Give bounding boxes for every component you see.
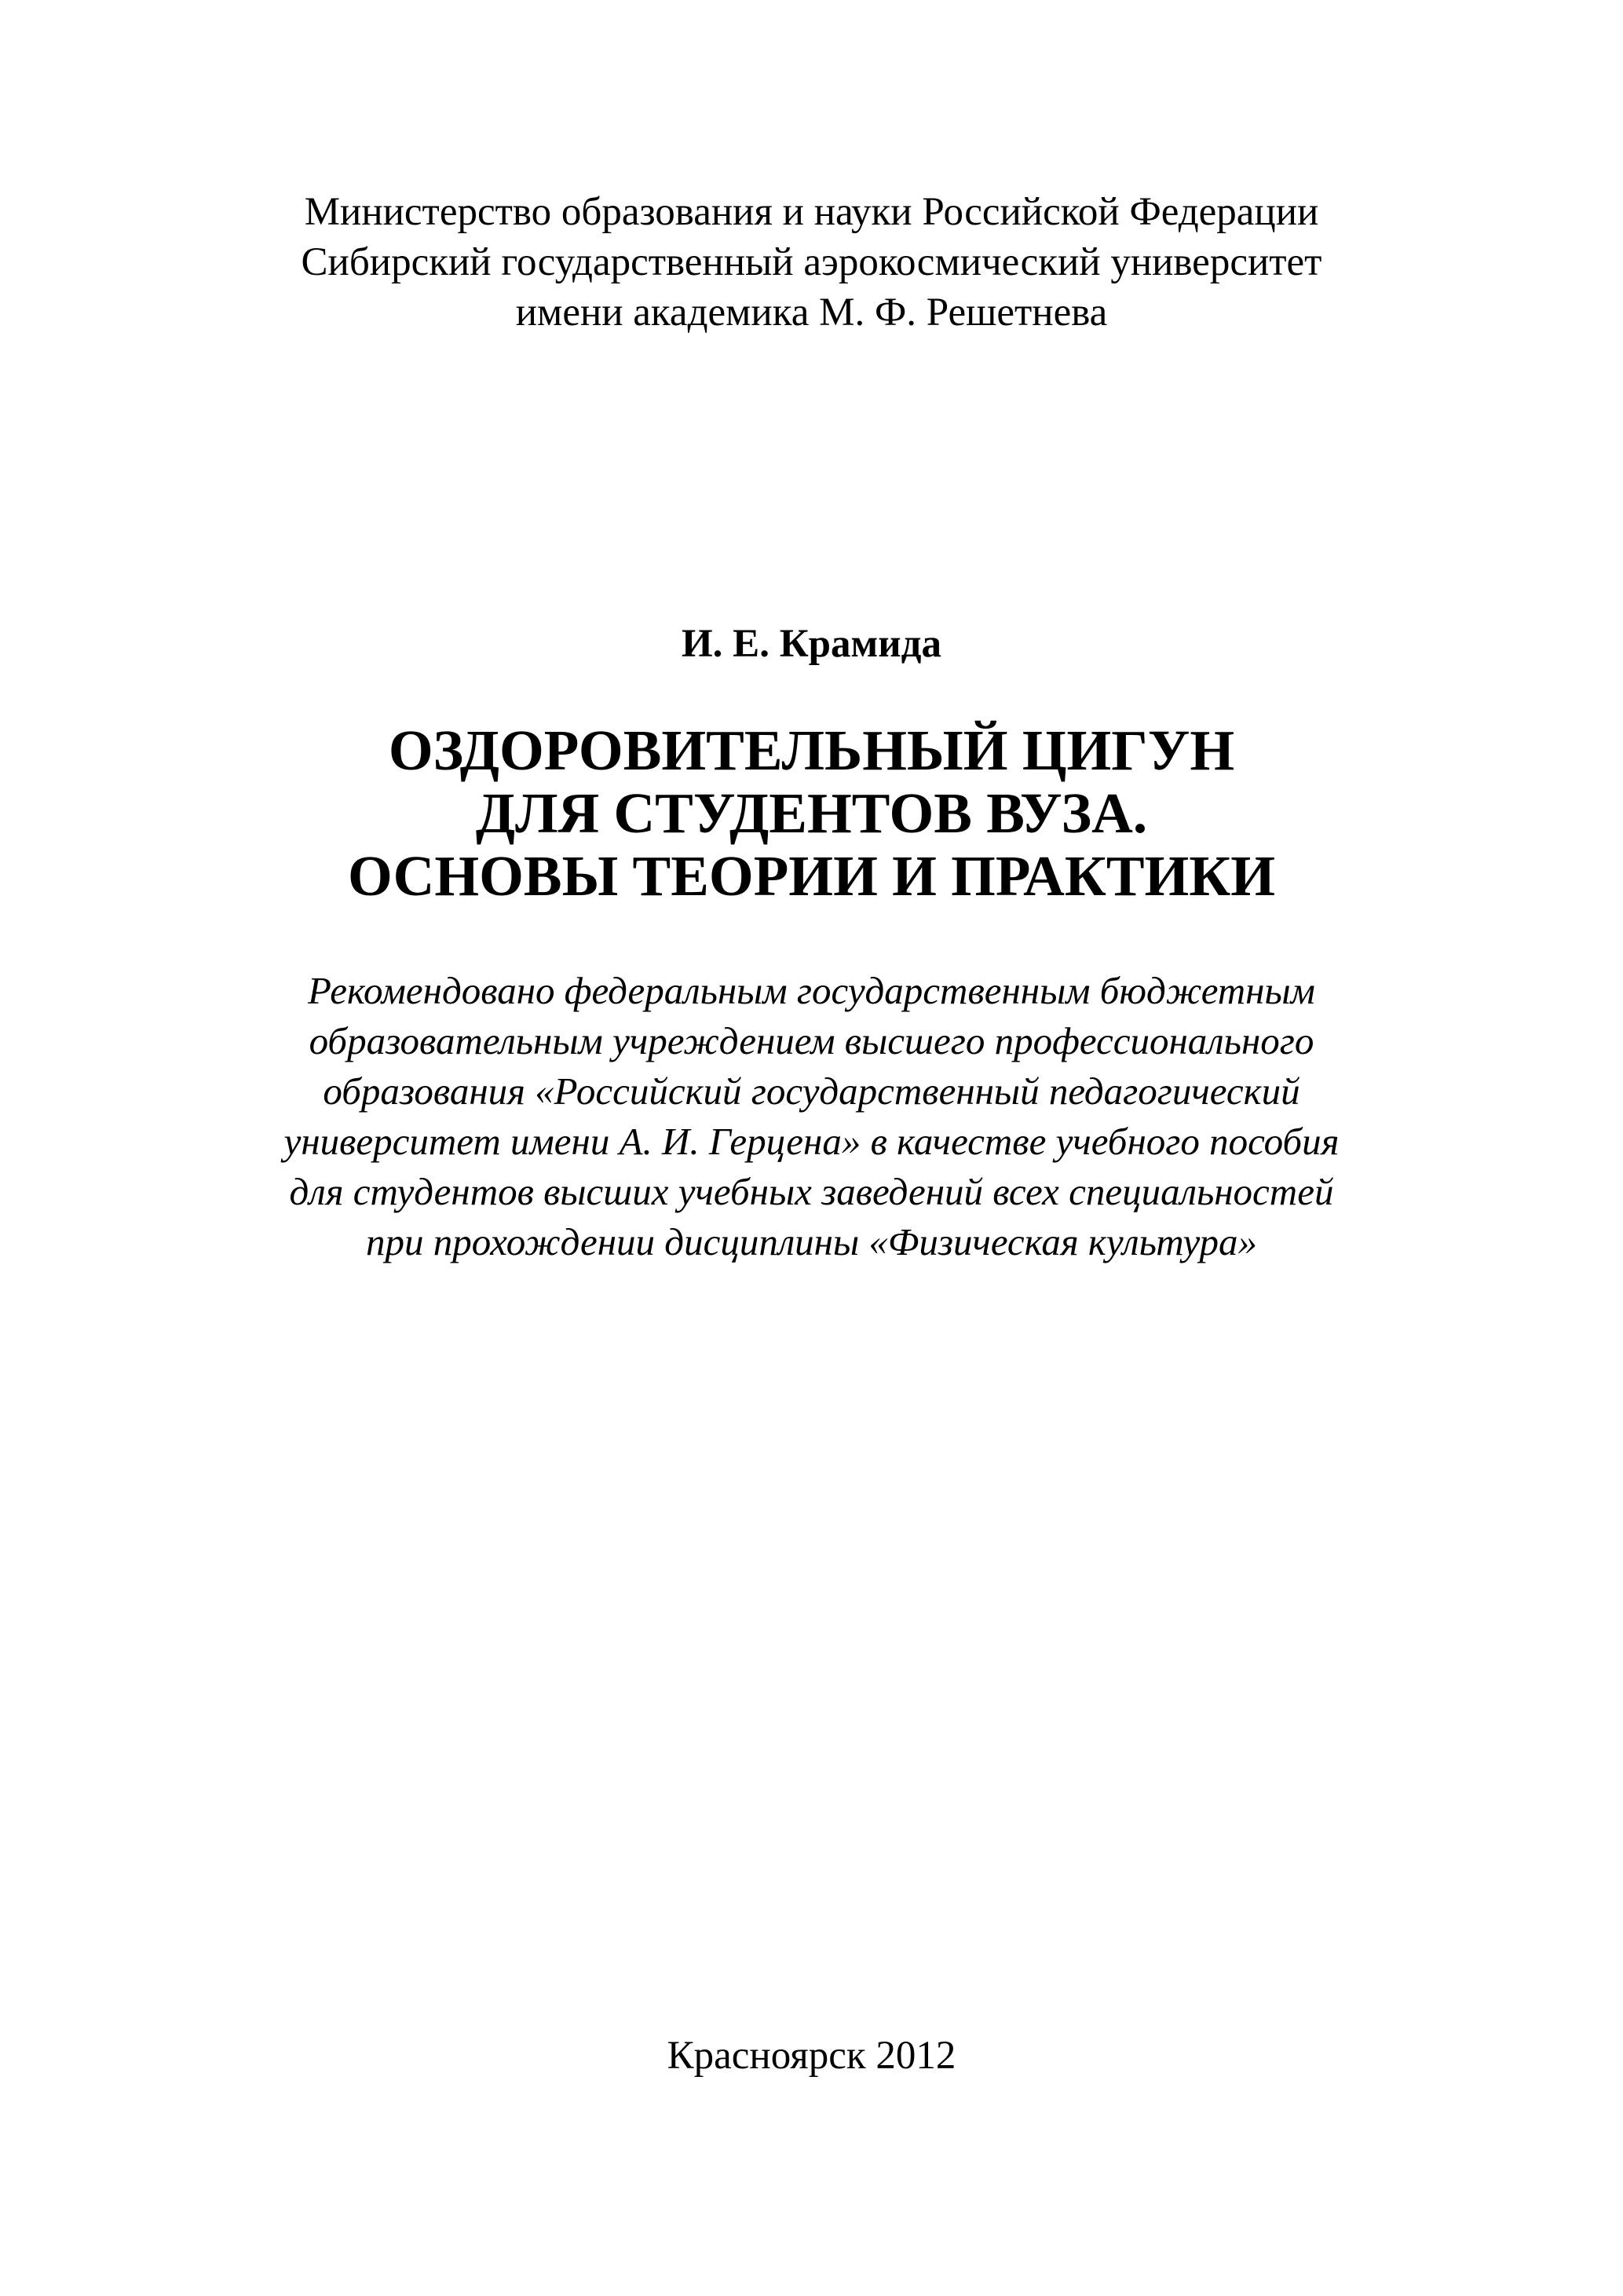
city-year-imprint: Красноярск 2012 — [667, 2034, 956, 2078]
author-name: И. Е. Крамида — [682, 622, 941, 666]
header-line-university: Сибирский государственный аэрокосмический университет — [301, 240, 1322, 284]
title-line-3: ОСНОВЫ ТЕОРИИ И ПРАКТИКИ — [347, 844, 1276, 908]
institution-header — [0, 187, 1623, 338]
recommendation-line-6: при прохождении дисциплины «Физическая культура» — [365, 1220, 1258, 1263]
recommendation-line-5: для студентов высших учебных заведений всех специальностей — [289, 1170, 1334, 1213]
book-title — [0, 719, 1623, 908]
recommendation-line-4: университет имени А. И. Герцена» в качестве учебного пособия — [283, 1120, 1340, 1163]
header-line-named-after: имени академика М. Ф. Решетнева — [515, 291, 1108, 335]
recommendation-line-1: Рекомендовано федеральным государственным бюджетным — [308, 969, 1315, 1012]
recommendation-line-3: образования «Российский государственный педагогический — [323, 1069, 1300, 1113]
recommendation-line-2: образовательным учреждением высшего профессионального — [309, 1019, 1314, 1062]
title-line-1: ОЗДОРОВИТЕЛЬНЫЙ ЦИГУН — [388, 718, 1235, 782]
header-line-ministry: Министерство образования и науки Российской Федерации — [304, 190, 1319, 234]
title-line-2: ДЛЯ СТУДЕНТОВ ВУЗА. — [475, 781, 1148, 845]
recommendation-note — [0, 966, 1623, 1267]
